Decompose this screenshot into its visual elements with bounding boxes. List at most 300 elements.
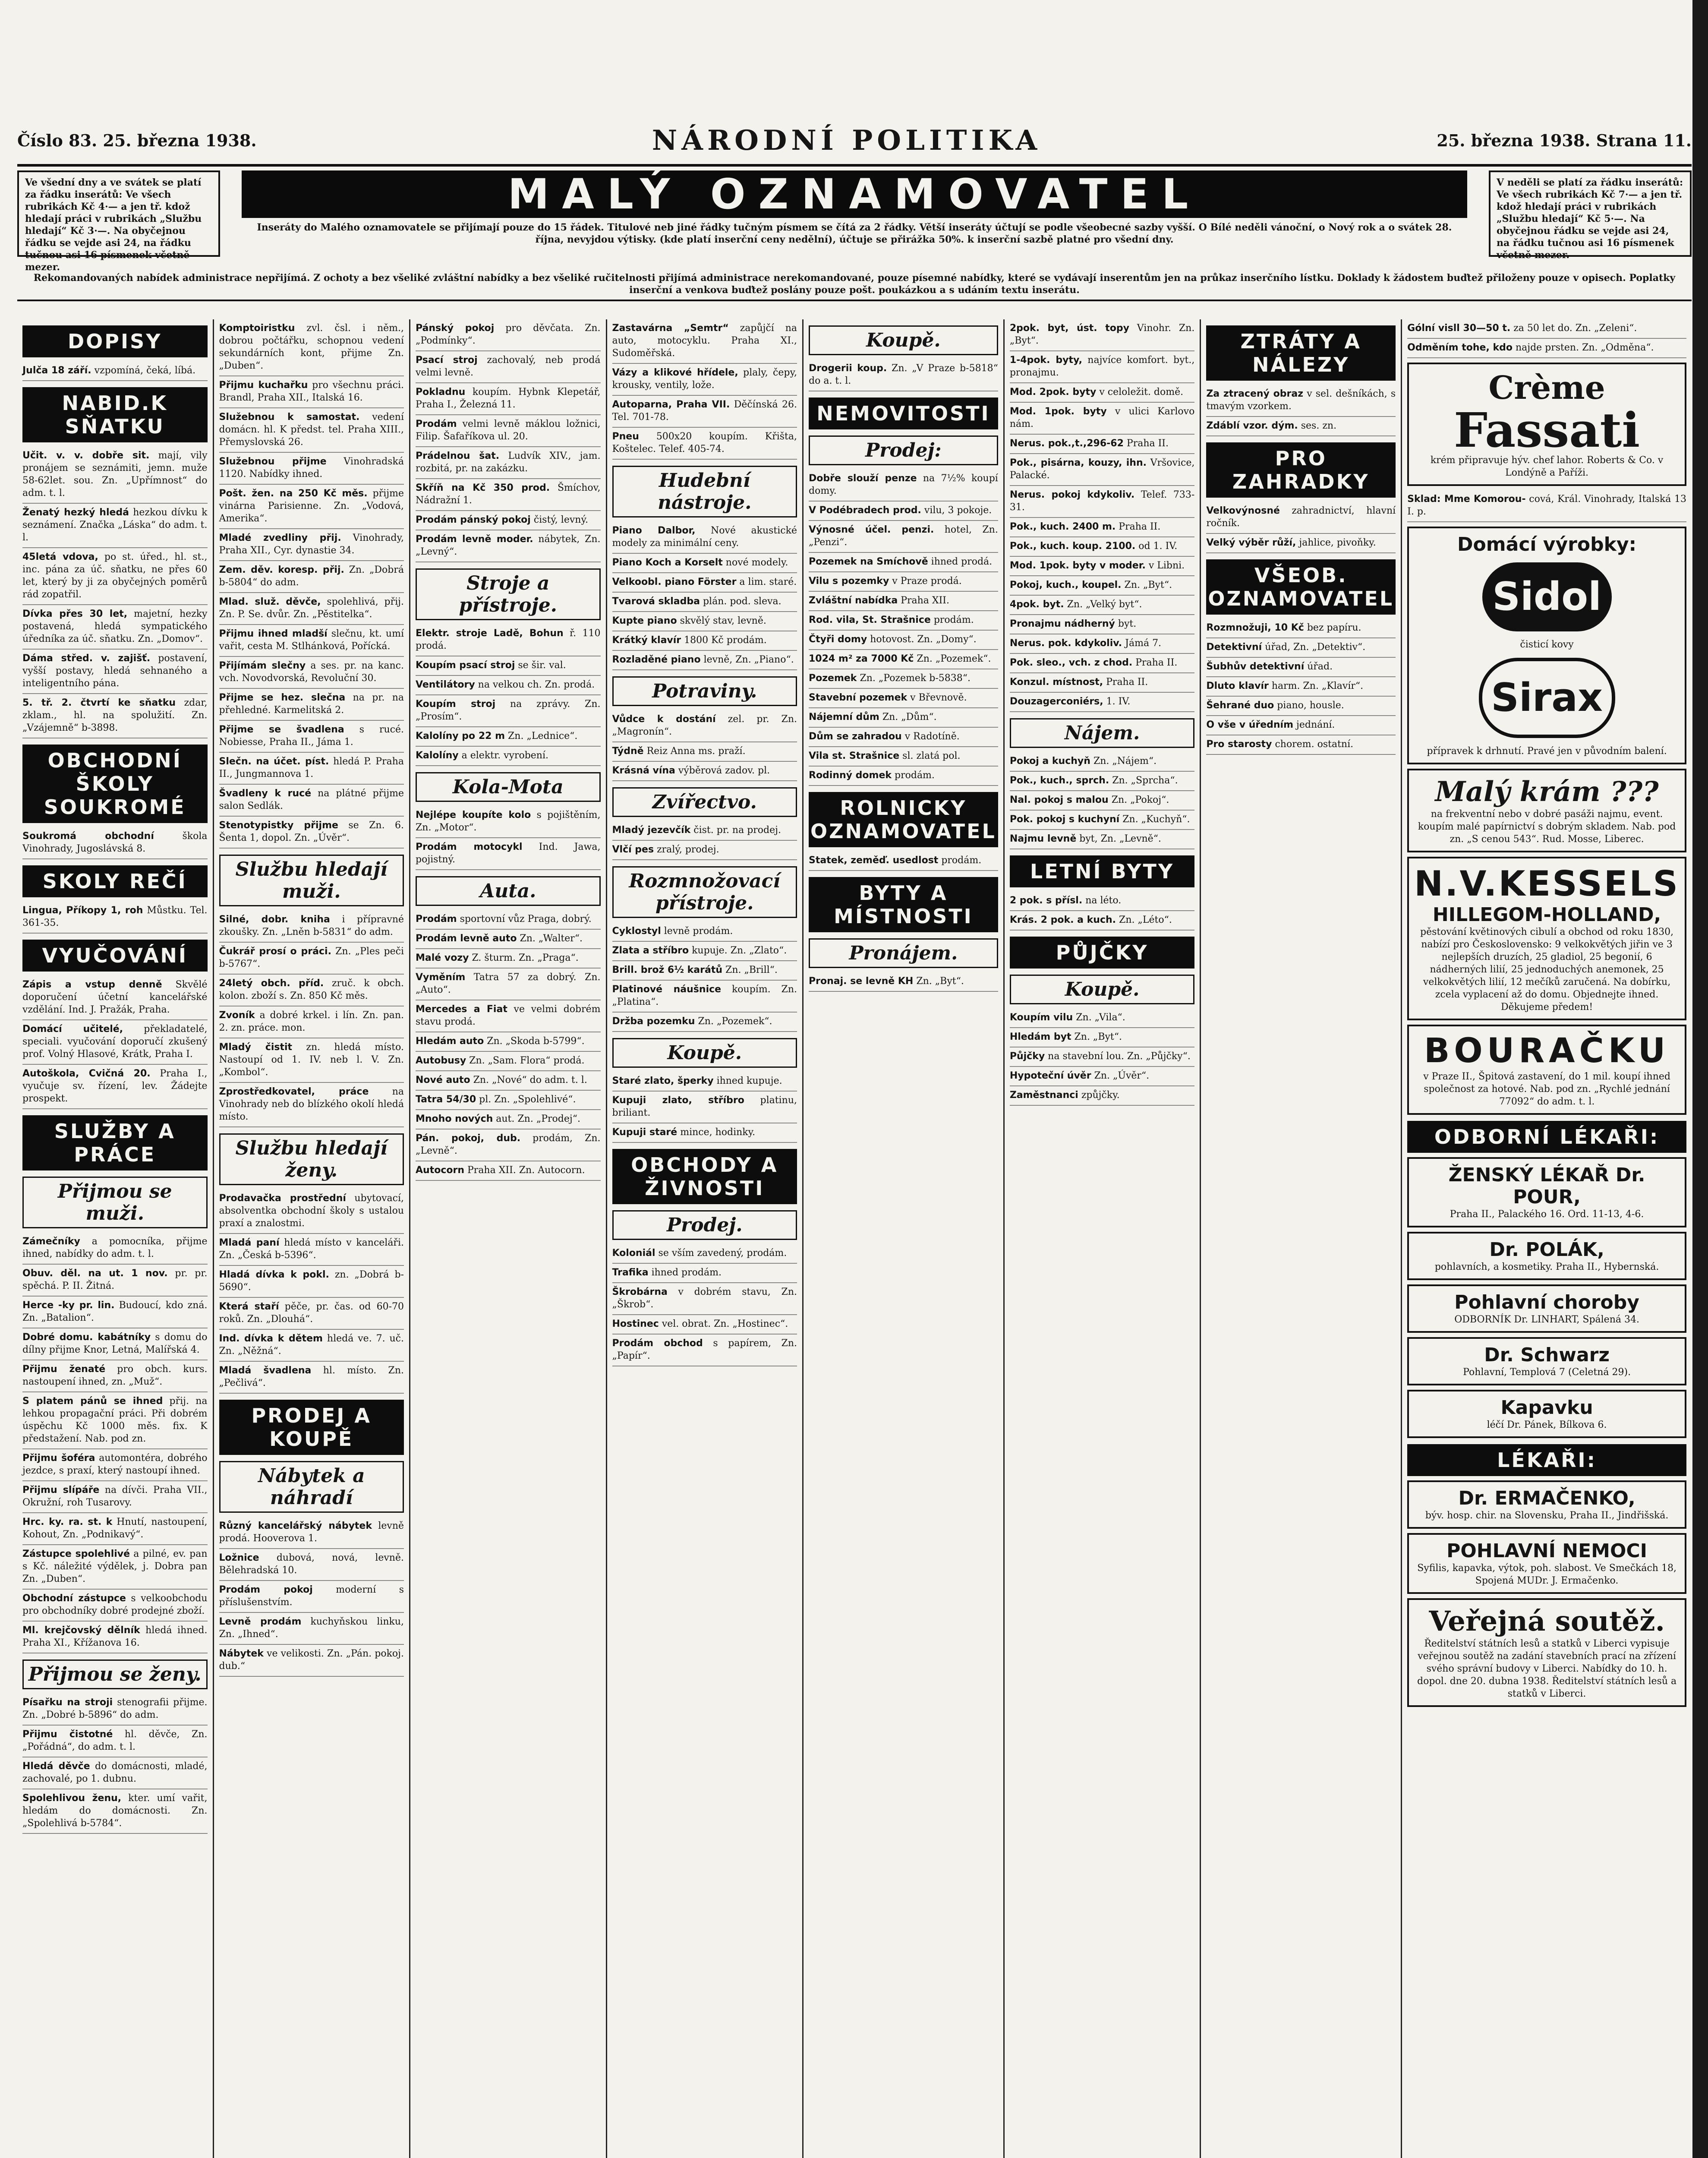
classified-ad [219, 408, 404, 453]
ad-headline: Nábytek [219, 1648, 264, 1659]
ad-text: vzpomíná, čeká, líbá. [94, 365, 196, 376]
ad-headline: Ind. dívka k dětem [219, 1333, 323, 1344]
ad-headline: Pok., kuch., sprch. [1009, 775, 1109, 786]
ad-text: harm. Zn. „Klavír“. [1271, 681, 1364, 691]
ad-text: Zn. „Pokoj“. [1111, 795, 1169, 805]
ad-headline: Pánský pokoj [416, 323, 495, 334]
classifieds-banner [17, 170, 1692, 273]
classified-ad [416, 1129, 601, 1161]
section-header: SKOLY REČÍ [22, 865, 208, 897]
ad-text: postavení, vyšší postavy, hledá sehnaného a inteligentního pána. [22, 653, 208, 689]
classified-ad [1010, 693, 1195, 712]
ad-headline: Hypoteční úvěr [1009, 1070, 1091, 1081]
ad-headline: Soukromá obchodní [22, 831, 154, 842]
ad-text: se šir. val. [518, 660, 566, 671]
display-ad-doctor [1407, 1533, 1686, 1594]
classified-ad [22, 1328, 208, 1360]
ad-headline: Rozladěné piano [612, 654, 701, 665]
brand-line: Crème [1488, 369, 1605, 407]
ad-text: Zn. „Sam. Flora“ prodá. [469, 1055, 585, 1066]
ad-text: Ind. Jawa, pojistný. [416, 842, 601, 865]
ad-headline: Pokoj, kuch., koupel. [1009, 580, 1122, 590]
ad-headline: Ventilátory [416, 679, 475, 690]
classified-ad [1206, 697, 1396, 716]
classified-ad [1010, 791, 1195, 811]
classified-ad [416, 969, 601, 1000]
classified-ad [1010, 1047, 1195, 1067]
ad-headline: Služebnou přijme [219, 456, 327, 467]
display-ad-doctor [1407, 1232, 1686, 1280]
ad-text: v Libni. [1148, 560, 1185, 571]
ad-headline: 2 pok. s přísl. [1009, 895, 1083, 906]
ad-text: Tatra 57 za dobrý. Zn. „Auto“. [416, 972, 601, 995]
classified-ad [416, 447, 601, 479]
ad-text: Děčínská 26. Tel. 701-78. [612, 399, 797, 423]
classified-ad [22, 362, 208, 381]
classified-ad [416, 838, 601, 870]
ad-text: slečnu, kt. umí vařit, cesta M. Stlhánková, Pořícká. [219, 628, 404, 652]
classified-ad [416, 727, 601, 747]
classified-ad [1206, 417, 1396, 436]
ad-text: plán. pod. sleva. [703, 596, 782, 607]
classified-ad [219, 593, 404, 625]
ad-text: vel. obrat. Zn. „Hostinec“. [662, 1319, 788, 1329]
ad-headline: Velkovýnosné [1206, 505, 1280, 516]
ad-headline: Pronaj. se levně KH [809, 976, 914, 987]
ad-text: Praha I., vyučuje sv. řízení, lev. Žádejte prospekt. [22, 1068, 208, 1104]
ad-headline: Hledám auto [416, 1036, 484, 1047]
classified-ad [1010, 486, 1195, 518]
ad-headline: Pok., pisárna, kouzy, ihn. [1009, 457, 1147, 468]
classified-ad [416, 383, 601, 415]
classified-ad [1206, 716, 1396, 735]
ad-headline: Velkoobl. piano Förster [612, 577, 737, 587]
classified-ad [1010, 576, 1195, 596]
classified-ad [22, 1789, 208, 1834]
ad-text: Praha II. [1135, 657, 1178, 668]
classified-ad [809, 689, 998, 708]
display-ad-doctor [1407, 1480, 1686, 1529]
ad-text: majetní, hezky postavená, hledá sympatického úředníka za úč. sňatku. Zn. „Domov“. [22, 609, 208, 644]
ad-headline: Kupte piano [612, 615, 677, 626]
ad-headline: Vůdce k dostání [612, 714, 716, 725]
classified-ad [219, 319, 404, 376]
ad-text: cová, Král. Vinohrady, Italská 13 I. p. [1407, 494, 1687, 517]
classified-ad [1010, 830, 1195, 849]
newspaper-title: NÁRODNÍ POLITIKA [652, 124, 1042, 157]
classified-ad [416, 351, 601, 383]
ad-headline: Přijmu čistotné [22, 1729, 113, 1740]
ad-headline: O vše v úředním [1206, 719, 1294, 730]
column [17, 319, 214, 2158]
classified-ad [219, 1645, 404, 1677]
section-header: PŮJČKY [1010, 937, 1195, 969]
ad-text: bez papíru. [1307, 622, 1361, 633]
subsection-header: Přijmou se ženy. [22, 1660, 208, 1689]
classified-ad [416, 656, 601, 676]
ad-text: levně prodá. Hooverova 1. [219, 1521, 404, 1544]
ad-text: 1800 Kč prodám. [684, 635, 767, 646]
ad-headline: Dobře slouží penze [809, 473, 917, 484]
classified-ad [612, 631, 797, 651]
classified-ad [1010, 615, 1195, 634]
classified-ad [416, 676, 601, 695]
ad-headline: Autobusy [416, 1055, 466, 1066]
ad-headline: Zámečníky [22, 1236, 80, 1247]
ad-headline: Výnosné účel. penzi. [809, 524, 934, 535]
ad-text: v celoležit. domě. [1099, 387, 1184, 398]
ad-headline: Stenotypistky přijme [219, 820, 338, 831]
section-header: OBCHODY A ŽIVNOSTI [612, 1149, 797, 1204]
classified-ad [612, 364, 797, 396]
classified-ad [416, 1091, 601, 1110]
ad-headline: Domácí výrobky: [1457, 533, 1637, 555]
ad-text: od 1. IV. [1138, 541, 1178, 552]
classified-ad [22, 1481, 208, 1513]
subsection-header: Auta. [416, 876, 601, 906]
ad-text: hl. děvče, Zn. „Pořádná“, do adm. t. l. [22, 1729, 208, 1752]
classified-ad [612, 942, 797, 961]
issue-date-page: 25. března 1938. Strana 11. [1437, 130, 1692, 150]
ad-headline: Písařku na stroji [22, 1697, 113, 1708]
ad-text: najvíce komfort. byt., pronajmu. [1009, 355, 1195, 378]
classified-ad [219, 1517, 404, 1549]
ad-text: se vším zavedený, prodám. [658, 1248, 787, 1259]
subsection-header: Prodej. [612, 1210, 797, 1240]
ad-headline: Tatra 54/30 [416, 1094, 476, 1105]
ad-text: Můstku. Tel. 361-35. [22, 905, 208, 928]
ad-headline: Prodám [416, 419, 457, 429]
classified-ad [22, 605, 208, 650]
ad-headline: Psací stroj [416, 355, 478, 366]
column [1402, 319, 1692, 2158]
subsection-header: Nábytek a náhradí [219, 1461, 404, 1513]
banner-conditions: Inseráty do Malého oznamovatele se přijímají pouze do 15 řádek. Titulové neb jiné řádky tučným písmem se čítá za 2 řádky. Větší inseráty účtují se podle všeobecné sazby vyšší. O Bílé neděli vánoční, o Nový rok a o svátek 28. října, nevyjdou výtisky. (kde platí inserční ceny nedělní), účtuje se přirážka 50%. k inserční sazbě platné pro všední dny. [257, 222, 1452, 245]
sidol-logo: Sidol [1482, 562, 1612, 631]
ad-headline: Dáma střed. v. zajišť. [22, 653, 151, 664]
ad-text: Ředitelství státních lesů a statků v Liberci vypisuje veřejnou soutěž na zadání stavebních prací na zřízení svého správní budovy v Liberci. Nabídky do 10. h. dopol. dne 20. dubna 1938. Ředitelství státních lesů a statků v Liberci. [1417, 1638, 1677, 1699]
ad-headline: Staré zlato, šperky [612, 1076, 714, 1086]
ad-text: způjčky. [1081, 1090, 1120, 1101]
classified-ad [1010, 673, 1195, 693]
ad-headline: Pozemek [809, 673, 857, 684]
classified-ad [416, 530, 601, 562]
ad-headline: Brill. brož 6½ karátů [612, 965, 723, 975]
ad-text: Zn. „Úvěr“. [1094, 1070, 1150, 1081]
classified-ad [1206, 677, 1396, 697]
ad-text: Zn. „Dům“. [882, 712, 937, 722]
ad-headline: Šehrané duo [1206, 700, 1274, 711]
classified-ad [612, 1315, 797, 1335]
ad-text: kuchyňskou linku, Zn. „Ihned“. [219, 1616, 404, 1640]
doctor-name: Kapavku [1500, 1397, 1593, 1419]
ad-headline: Koupím psací stroj [416, 660, 515, 671]
display-ad-doctor [1407, 1284, 1686, 1333]
subsection-header: Koupě. [809, 325, 998, 355]
ad-headline: Ml. krejčovský dělník [22, 1625, 140, 1636]
classified-ad [612, 922, 797, 942]
ad-text: 500x20 koupím. Křišta, Koštelec. Telef. 405-74. [612, 431, 797, 454]
ad-headline: Julča 18 září. [22, 365, 91, 376]
ad-headline: Trafika [612, 1267, 649, 1278]
classified-ad [1206, 385, 1396, 417]
ad-headline: Velký výběr růží, [1206, 537, 1296, 548]
ad-text: přij. na lehkou propagační práci. Při dobrém úspěchu Kč 1000 měs. fix. K předstažení. Nab. pod zn. [22, 1396, 208, 1444]
classified-ad [416, 930, 601, 949]
column [1005, 319, 1201, 2158]
ad-text: zdar, zklam., hl. na spolužití. Zn. „Vzájemně“ b-3898. [22, 697, 208, 733]
ad-headline: Za ztracený obraz [1206, 388, 1304, 399]
classified-ad [1010, 634, 1195, 654]
classified-ad [22, 1360, 208, 1392]
classified-ad [219, 975, 404, 1006]
ad-text: Z. šturm. Zn. „Praga“. [472, 953, 579, 963]
ad-text: na Vinohrady neb do blízkého okolí hledá místo. [219, 1086, 404, 1122]
ad-text: úřad. [1307, 661, 1333, 672]
ad-headline: Koupím stroj [416, 699, 496, 710]
ad-text: sl. zlatá pol. [902, 751, 961, 761]
classified-ad [612, 821, 797, 841]
ad-headline: Pro starosty [1206, 739, 1272, 750]
ad-text: hledá ve. 7. uč. Zn. „Něžná“. [219, 1333, 404, 1357]
ad-text: hledá místo v kanceláři. Zn. „Česká b-5396“. [219, 1237, 404, 1261]
ad-headline: Zastavárna „Semtr“ [612, 323, 729, 334]
ad-headline: Prodám levně auto [416, 933, 517, 944]
ad-headline: Prodám motocykl [416, 842, 523, 852]
ad-headline: Nové auto [416, 1075, 470, 1085]
ad-text: zahradnictví, hlavní ročník. [1206, 505, 1396, 529]
ad-text: prodám. [895, 770, 935, 781]
doctor-name: Dr. POLÁK, [1489, 1239, 1604, 1261]
ad-headline: Autoškola, Cvičná 20. [22, 1068, 151, 1079]
ad-text: s papírem, Zn. „Papír“. [612, 1338, 797, 1361]
ad-headline: Nájemní dům [809, 712, 879, 722]
ad-text: v Praze II., Špitová zastavení, do 1 mil. koupí ihned společnost za hotové. Nab. pod zn. „Rychlé jednání 77092“ do adm. t. l. [1423, 1071, 1670, 1107]
ad-headline: Odměním tohe, kdo [1407, 342, 1513, 353]
ad-text: pěče, pr. čas. od 60-70 roků. Zn. „Dlouhá“. [219, 1301, 404, 1325]
classified-ad [809, 728, 998, 747]
ad-text: Zn. „Byt“. [1074, 1032, 1122, 1042]
ad-text: a dobré krkel. i lín. Zn. pan. 2. zn. práce. mon. [219, 1010, 404, 1033]
ad-headline: Komptoiristku [219, 323, 295, 334]
subsection-header: Přijmou se muži. [22, 1177, 208, 1228]
company-location: HILLEGOM-HOLLAND, [1432, 904, 1661, 926]
ad-text: ODBORNÍK Dr. LINHART, Spálená 34. [1454, 1314, 1639, 1325]
ad-headline: Přijme se švadlena [219, 724, 344, 735]
ad-headline: Pošt. žen. na 250 Kč měs. [219, 488, 368, 499]
ad-headline: Autoparna, Praha VII. [612, 399, 730, 410]
ad-text: Zn. „Walter“. [520, 933, 583, 944]
ad-text: Zn. „Skoda b-5799“. [487, 1036, 585, 1047]
ad-text: a lim. staré. [739, 577, 797, 587]
ad-text: nábytek, Zn. „Levný“. [416, 534, 601, 557]
classified-ad [219, 1189, 404, 1234]
ad-headline: Mladé zvedliny přij. [219, 533, 341, 543]
classified-ad [612, 1335, 797, 1366]
classified-ad [1010, 892, 1195, 911]
classified-ad [219, 721, 404, 753]
ad-headline: BOURAČKU [1424, 1032, 1670, 1070]
classified-ad [1010, 1028, 1195, 1047]
ad-headline: Nal. pokoj s malou [1009, 795, 1109, 805]
column [804, 319, 1005, 2158]
classified-ad [416, 695, 601, 727]
classified-ad [219, 1330, 404, 1362]
ad-text: Praha XII. [901, 595, 949, 606]
column [1201, 319, 1402, 2158]
ad-headline: Dluto klavír [1206, 681, 1269, 691]
ad-text: čistý, levný. [533, 514, 588, 525]
ad-headline: 5. tř. 2. čtvrtí ke sňatku [22, 697, 176, 708]
classified-ad [809, 852, 998, 871]
ad-text: Syfilis, kapavka, výtok, poh. slabost. Ve Smečkách 18, Spojená MUDr. J. Ermačenko. [1417, 1563, 1676, 1586]
classified-ad [612, 612, 797, 631]
ad-headline: Mod. 1pok. byty v moder. [1009, 560, 1146, 571]
ad-headline: Prodám [416, 914, 457, 924]
ad-text: dubová, nová, levně. Bělehradská 10. [219, 1552, 404, 1576]
section-header: VYUČOVÁNÍ [22, 940, 208, 972]
classified-ad [1010, 1086, 1195, 1106]
ad-text: Zn. „Dobrá b-5804“ do adm. [219, 565, 404, 588]
ad-headline: Ženatý hezký hledá [22, 507, 129, 518]
ad-text: Praha XII. Zn. Autocorn. [467, 1165, 585, 1176]
ad-headline: Koupím vilu [1009, 1012, 1073, 1023]
ad-headline: Kupuji staré [612, 1127, 678, 1138]
ad-text: v Praze prodá. [892, 576, 962, 587]
ad-text: v dobrém stavu, Zn. „Škrob“. [612, 1287, 797, 1310]
classified-ad [612, 593, 797, 612]
ad-headline: Nerus. pok.,t.,296-62 [1009, 438, 1124, 449]
ad-columns [17, 319, 1692, 2158]
classified-ad [1206, 534, 1396, 553]
ad-text: za 50 let do. Zn. „Zeleni“. [1513, 323, 1637, 334]
ad-headline: Různý kancelářský nábytek [219, 1521, 372, 1531]
classified-ad [219, 453, 404, 485]
ad-headline: Mod. 2pok. byty [1009, 387, 1097, 398]
classified-ad [612, 428, 797, 460]
classified-ad [416, 910, 601, 930]
section-header: LÉKAŘI: [1407, 1444, 1686, 1476]
section-header: NABID.K SŇATKU [22, 387, 208, 442]
ad-headline: Přijmu šoféra [22, 1453, 95, 1464]
ad-text: na stavební lou. Zn. „Půjčky“. [1048, 1051, 1191, 1062]
classified-ad [612, 1123, 797, 1143]
classified-ad [219, 785, 404, 817]
ad-text: byt. [1118, 618, 1137, 629]
classified-ad [1010, 518, 1195, 537]
ad-headline: Spolehlivou ženu, [22, 1793, 122, 1804]
ad-text: pohlavních, a kosmetiky. Praha II., Hybernská. [1434, 1262, 1659, 1272]
ad-headline: Hledá děvče [22, 1761, 90, 1772]
ad-headline: Prodám obchod [612, 1338, 703, 1349]
classified-ad [416, 1000, 601, 1032]
ad-text: zn. „Dobrá b-5690“. [219, 1269, 404, 1293]
ad-headline: Malé vozy [416, 953, 469, 963]
ad-headline: Elektr. stroje Ladě, Bohun [416, 628, 564, 639]
classified-ad [612, 319, 797, 364]
classified-ad [416, 479, 601, 511]
ad-text: škola Vinohrady, Jugoslávská 8. [22, 831, 208, 854]
ad-text: Zn. „Nové“ do adm. t. l. [473, 1075, 587, 1085]
classified-ad [1010, 752, 1195, 772]
ad-headline: Přijmu kuchařku [219, 380, 308, 391]
ad-text: Zn. „Vila“. [1076, 1012, 1125, 1023]
ad-text: do domácnosti, mladé, zachovalé, po 1. dubnu. [22, 1761, 208, 1784]
ad-text: Šmíchov, Nádražní 1. [416, 483, 601, 506]
ad-headline: Vilu s pozemky [809, 576, 889, 587]
ad-headline: Konzul. místnost, [1009, 677, 1103, 688]
ad-headline: Levně prodám [219, 1616, 302, 1627]
ad-text: na velkou ch. Zn. prodá. [478, 679, 595, 690]
ad-headline: Prodám pokoj [219, 1584, 313, 1595]
ad-text: prodám, Zn. „Levně“. [416, 1133, 601, 1156]
classified-ad [1010, 654, 1195, 673]
classified-ad [219, 817, 404, 849]
ad-text: vilu, 3 pokoje. [924, 505, 992, 516]
display-ad-kram [1407, 769, 1686, 852]
ad-headline: Kalolíny [416, 750, 459, 761]
ad-headline: Zástupce spolehlivé [22, 1549, 130, 1559]
ad-text: Hnutí, nastoupení, Kohout, Zn. „Podnikavý“. [22, 1517, 208, 1540]
classified-ad [1010, 454, 1195, 486]
ad-text: výběrová zadov. pl. [678, 765, 770, 776]
classified-ad [219, 529, 404, 561]
classified-ad [22, 1513, 208, 1545]
ad-text: Zn. „Brill“. [725, 965, 778, 975]
ad-headline: Vila st. Strašnice [809, 751, 900, 761]
classified-ad [1206, 638, 1396, 658]
classified-ad [1010, 383, 1195, 403]
ad-headline: Zvoník [219, 1010, 255, 1021]
ad-headline: 1024 m² za 7000 Kč [809, 653, 914, 664]
ad-headline: Prodám levně moder. [416, 534, 533, 545]
ad-text: na dívči. Praha VII., Okružní, roh Tusarovy. [22, 1485, 208, 1508]
classified-ad [1010, 1009, 1195, 1028]
ad-headline: Týdně [612, 746, 644, 757]
ad-text: chorem. ostatní. [1275, 739, 1354, 750]
ad-headline: Mlad. služ. děvče, [219, 596, 321, 607]
ad-text: spolehlivá, přij. Zn. P. Se. dvůr. Zn. „Pěstitelka“. [219, 596, 404, 620]
ad-headline: Ložnice [219, 1552, 259, 1563]
ad-text: ihned prodá. [931, 556, 993, 567]
classified-ad [612, 1264, 797, 1283]
ad-headline: Škrobárna [612, 1287, 668, 1297]
ad-headline: Přijímám slečny [219, 660, 306, 671]
ad-headline: Hledám byt [1009, 1032, 1071, 1042]
section-header: DOPISY [22, 325, 208, 357]
ad-headline: Prodavačka prostřední [219, 1193, 346, 1204]
ad-headline: Slečn. na účet. píst. [219, 756, 329, 767]
classified-ad [809, 747, 998, 767]
ad-text: prodám. [941, 855, 982, 866]
classified-ad [219, 1362, 404, 1394]
ad-text: a ses. pr. na kanc. vch. Novodvorská, Revoluční 30. [219, 660, 404, 684]
classified-ad [416, 415, 601, 447]
classified-ad [416, 625, 601, 656]
display-ad-soutez [1407, 1598, 1686, 1707]
ad-text: čisticí kovy [1520, 639, 1574, 650]
sunday-rates-note: V neděli se platí za řádku inserátů: Ve všech rubrikách Kč 7·— a jen tř. kdož hledají práci v rubrikách „Službu hledají“ Kč 5·—. Na obyčejnou řádku se vejde asi 24, na řádku tučnou asi 16 písmenek včetně mezer. [1489, 170, 1692, 257]
ad-text: hezkou dívku k seznámení. Značka „Láska“ do adm. t. l. [22, 507, 208, 543]
ad-headline: Rod. vila, St. Strašnice [809, 615, 931, 625]
ad-text: na plátné přijme salon Sedlák. [219, 788, 404, 811]
ad-text: sportovní vůz Praga, dobrý. [460, 914, 592, 924]
classified-ad [1010, 772, 1195, 791]
classified-ad [809, 611, 998, 631]
classified-ad [612, 1092, 797, 1123]
classified-ad [416, 747, 601, 766]
ad-text: Pohlavní, Templová 7 (Celetná 29). [1463, 1367, 1631, 1378]
